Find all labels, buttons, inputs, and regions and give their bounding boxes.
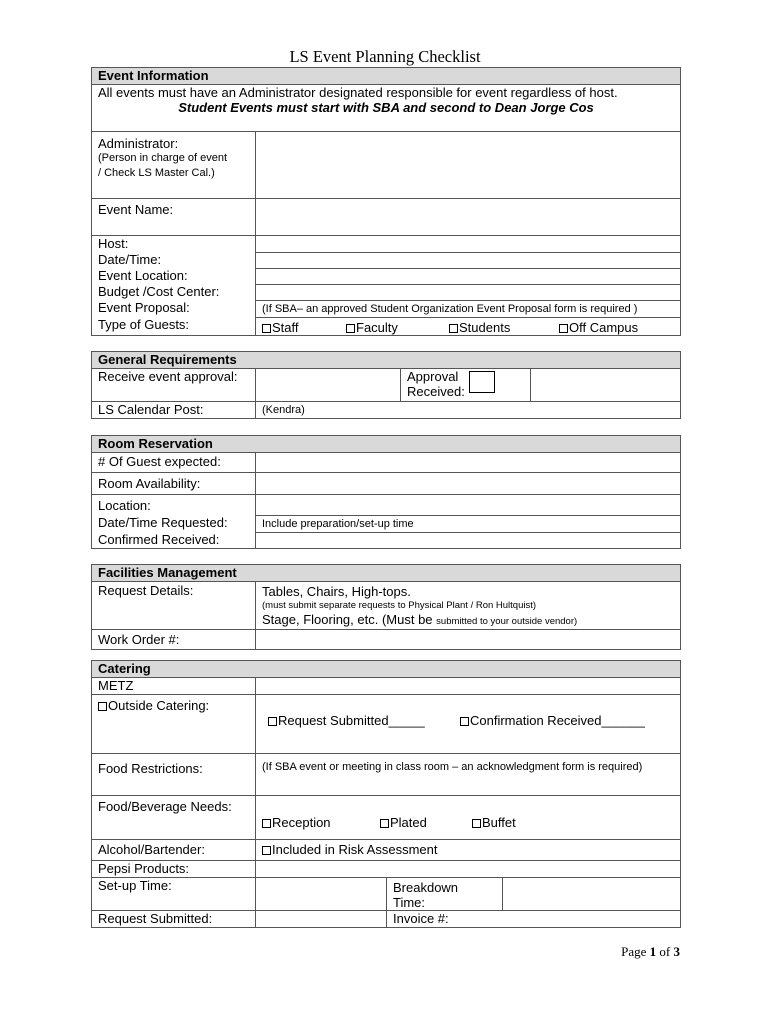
event-name-field[interactable] (256, 199, 681, 236)
section-header: Facilities Management (92, 565, 681, 582)
breakdown-time-field[interactable] (503, 878, 681, 911)
event-name-label: Event Name: (92, 199, 256, 236)
administrator-sublabel-2: / Check LS Master Cal.) (98, 167, 215, 179)
checkbox-icon[interactable] (380, 819, 389, 828)
pepsi-products-field[interactable] (256, 861, 681, 878)
guest-options (256, 317, 681, 336)
approval-received: Approval Received: (401, 369, 531, 402)
guest-count-field[interactable] (256, 453, 681, 473)
guest-option-off-campus[interactable]: Off Campus (559, 320, 638, 335)
guest-option-students[interactable]: Students (449, 320, 559, 335)
administrator-sublabel-1: (Person in charge of event (98, 152, 228, 164)
date-time-field[interactable] (256, 252, 681, 268)
outside-catering-option[interactable]: Outside Catering: (92, 695, 256, 754)
risk-assessment-option[interactable]: Included in Risk Assessment (256, 840, 681, 861)
event-location-label: Event Location: (92, 268, 256, 284)
request-details-content (256, 582, 681, 630)
approval-field[interactable] (531, 369, 681, 402)
breakdown-time-label: Breakdown Time: (387, 878, 503, 911)
checkbox-icon[interactable] (346, 324, 355, 333)
checkbox-icon[interactable] (449, 324, 458, 333)
setup-time-label: Set-up Time: (92, 878, 256, 911)
checkbox-icon[interactable] (262, 846, 271, 855)
host-label: Host: (92, 236, 256, 253)
confirmed-received-label: Confirmed Received: (92, 532, 256, 549)
request-line-stage: Stage, Flooring, etc. (Must be (262, 612, 433, 627)
food-option-buffet[interactable]: Buffet (472, 815, 516, 830)
event-proposal-note: (If SBA– an approved Student Organization Event Proposal form is required ) (256, 300, 681, 317)
page-title: LS Event Planning Checklist (289, 47, 481, 66)
event-information-section (91, 67, 681, 336)
general-requirements-section (91, 351, 681, 419)
event-location-field[interactable] (256, 268, 681, 284)
section-header: General Requirements (92, 352, 681, 369)
checkbox-icon[interactable] (262, 819, 271, 828)
metz-label: METZ (92, 678, 256, 695)
alcohol-bartender-label: Alcohol/Bartender: (92, 840, 256, 861)
event-proposal-label: Event Proposal: (92, 300, 256, 317)
checkbox-icon[interactable] (559, 324, 568, 333)
administrator-note: All events must have an Administrator designated responsible for event regardless of host. (98, 85, 618, 100)
food-beverage-label: Food/Beverage Needs: (92, 796, 256, 840)
pepsi-products-label: Pepsi Products: (92, 861, 256, 878)
food-beverage-options (256, 796, 681, 840)
work-order-label: Work Order #: (92, 630, 256, 650)
confirmation-received-option[interactable]: Confirmation Received______ (460, 713, 645, 728)
section-header: Catering (92, 661, 681, 678)
ls-calendar-note: (Kendra) (256, 402, 681, 419)
budget-field[interactable] (256, 284, 681, 300)
food-option-plated[interactable]: Plated (380, 815, 472, 830)
room-availability-field[interactable] (256, 473, 681, 495)
event-approval-label: Receive event approval: (92, 369, 256, 402)
facilities-management-section (91, 564, 681, 650)
page-footer: Page 1 of 3 (621, 944, 680, 959)
request-submitted-field[interactable] (256, 911, 387, 928)
outside-catering-status (256, 695, 681, 754)
date-time-requested-note: Include preparation/set-up time (256, 515, 681, 532)
request-line-vendor: submitted to your outside vendor) (436, 616, 578, 627)
request-line-tables: Tables, Chairs, High-tops. (262, 584, 411, 599)
section-header: Room Reservation (92, 436, 681, 453)
room-availability-label: Room Availability: (92, 473, 256, 495)
event-approval-field[interactable] (256, 369, 401, 402)
work-order-field[interactable] (256, 630, 681, 650)
setup-time-field[interactable] (256, 878, 387, 911)
invoice-label: Invoice #: (387, 911, 681, 928)
date-time-requested-label: Date/Time Requested: (92, 515, 256, 532)
request-submitted-label: Request Submitted: (92, 911, 256, 928)
checkbox-icon[interactable] (460, 717, 469, 726)
metz-field[interactable] (256, 678, 681, 695)
confirmed-received-field[interactable] (256, 532, 681, 549)
food-restrictions-label: Food Restrictions: (92, 754, 256, 796)
catering-section (91, 660, 681, 928)
ls-calendar-label: LS Calendar Post: (92, 402, 256, 419)
location-label: Location: (92, 495, 256, 516)
administrator-field[interactable] (256, 132, 681, 199)
guest-option-faculty[interactable]: Faculty (346, 320, 449, 335)
room-reservation-section (91, 435, 681, 549)
food-restrictions-note: (If SBA event or meeting in class room – an acknowledgment form is required) (256, 754, 681, 796)
checkbox-icon[interactable] (268, 717, 277, 726)
request-details-label: Request Details: (92, 582, 256, 630)
checkbox-icon[interactable] (472, 819, 481, 828)
host-field[interactable] (256, 236, 681, 253)
location-field[interactable] (256, 495, 681, 516)
budget-label: Budget /Cost Center: (92, 284, 256, 300)
date-time-label: Date/Time: (92, 252, 256, 268)
food-option-reception[interactable]: Reception (262, 815, 380, 830)
checkbox-icon[interactable] (262, 324, 271, 333)
student-events-note: Student Events must start with SBA and second to Dean Jorge Cos (178, 100, 594, 115)
request-submitted-option[interactable]: Request Submitted_____ (268, 713, 460, 728)
type-of-guests-label: Type of Guests: (92, 317, 256, 336)
approval-checkbox[interactable] (469, 371, 495, 393)
section-header: Event Information (92, 68, 681, 85)
guest-count-label: # Of Guest expected: (92, 453, 256, 473)
guest-option-staff[interactable]: Staff (262, 320, 346, 335)
request-line-note: (must submit separate requests to Physical Plant / Ron Hultquist) (262, 600, 537, 611)
checkbox-icon[interactable] (98, 702, 107, 711)
administrator-label: Administrator: (98, 136, 179, 151)
